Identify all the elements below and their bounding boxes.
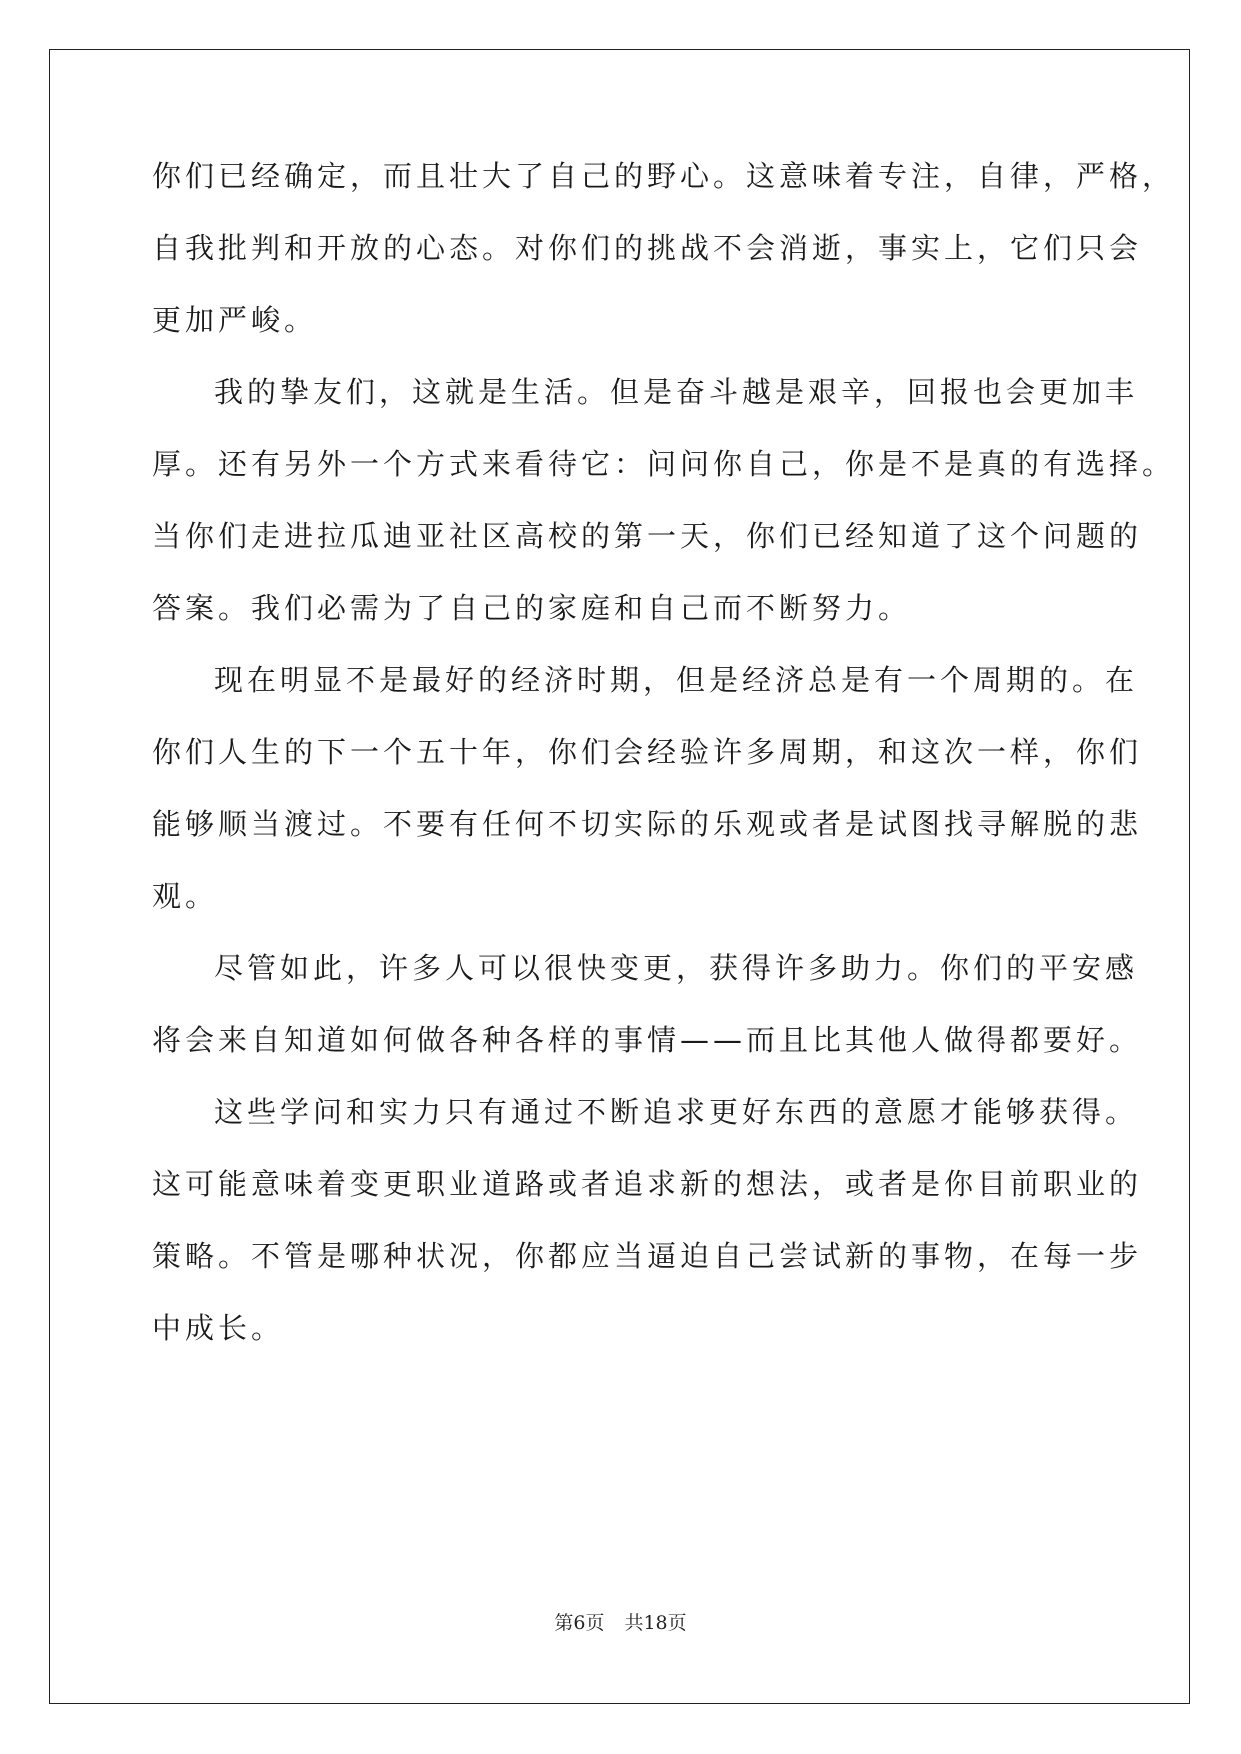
body-line: 中成长。	[152, 1311, 285, 1345]
body-line: 我的挚友们，这就是生活。但是奋斗越是艰辛，回报也会更加丰	[214, 375, 1139, 409]
body-line: 这可能意味着变更职业道路或者追求新的想法，或者是你目前职业的	[152, 1167, 1143, 1201]
body-line: 尽管如此，许多人可以很快变更，获得许多助力。你们的平安感	[214, 951, 1139, 985]
page-total: 共18页	[624, 1612, 687, 1634]
body-line: 答案。我们必需为了自己的家庭和自己而不断努力。	[152, 591, 912, 625]
body-line: 现在明显不是最好的经济时期，但是经济总是有一个周期的。在	[214, 663, 1139, 697]
body-line: 将会来自知道如何做各种各样的事情——而且比其他人做得都要好。	[152, 1023, 1143, 1057]
body-line: 策略。不管是哪种状况，你都应当逼迫自己尝试新的事物，在每一步	[152, 1239, 1143, 1273]
body-line: 自我批判和开放的心态。对你们的挑战不会消逝，事实上，它们只会	[152, 231, 1143, 265]
page-number: 第6页	[554, 1612, 605, 1634]
body-line: 你们人生的下一个五十年，你们会经验许多周期，和这次一样，你们	[152, 735, 1143, 769]
body-line: 当你们走进拉瓜迪亚社区高校的第一天，你们已经知道了这个问题的	[152, 519, 1143, 553]
body-line: 能够顺当渡过。不要有任何不切实际的乐观或者是试图找寻解脱的悲	[152, 807, 1143, 841]
body-line: 更加严峻。	[152, 303, 318, 337]
page-footer	[0, 1608, 1241, 1635]
body-line: 这些学问和实力只有通过不断追求更好东西的意愿才能够获得。	[214, 1095, 1139, 1129]
page-border	[49, 49, 1190, 1704]
body-line: 观。	[152, 879, 219, 913]
body-line: 你们已经确定，而且壮大了自己的野心。这意味着专注，自律，严格，	[152, 159, 1176, 193]
body-line: 厚。还有另外一个方式来看待它：问问你自己，你是不是真的有选择。	[152, 447, 1176, 481]
